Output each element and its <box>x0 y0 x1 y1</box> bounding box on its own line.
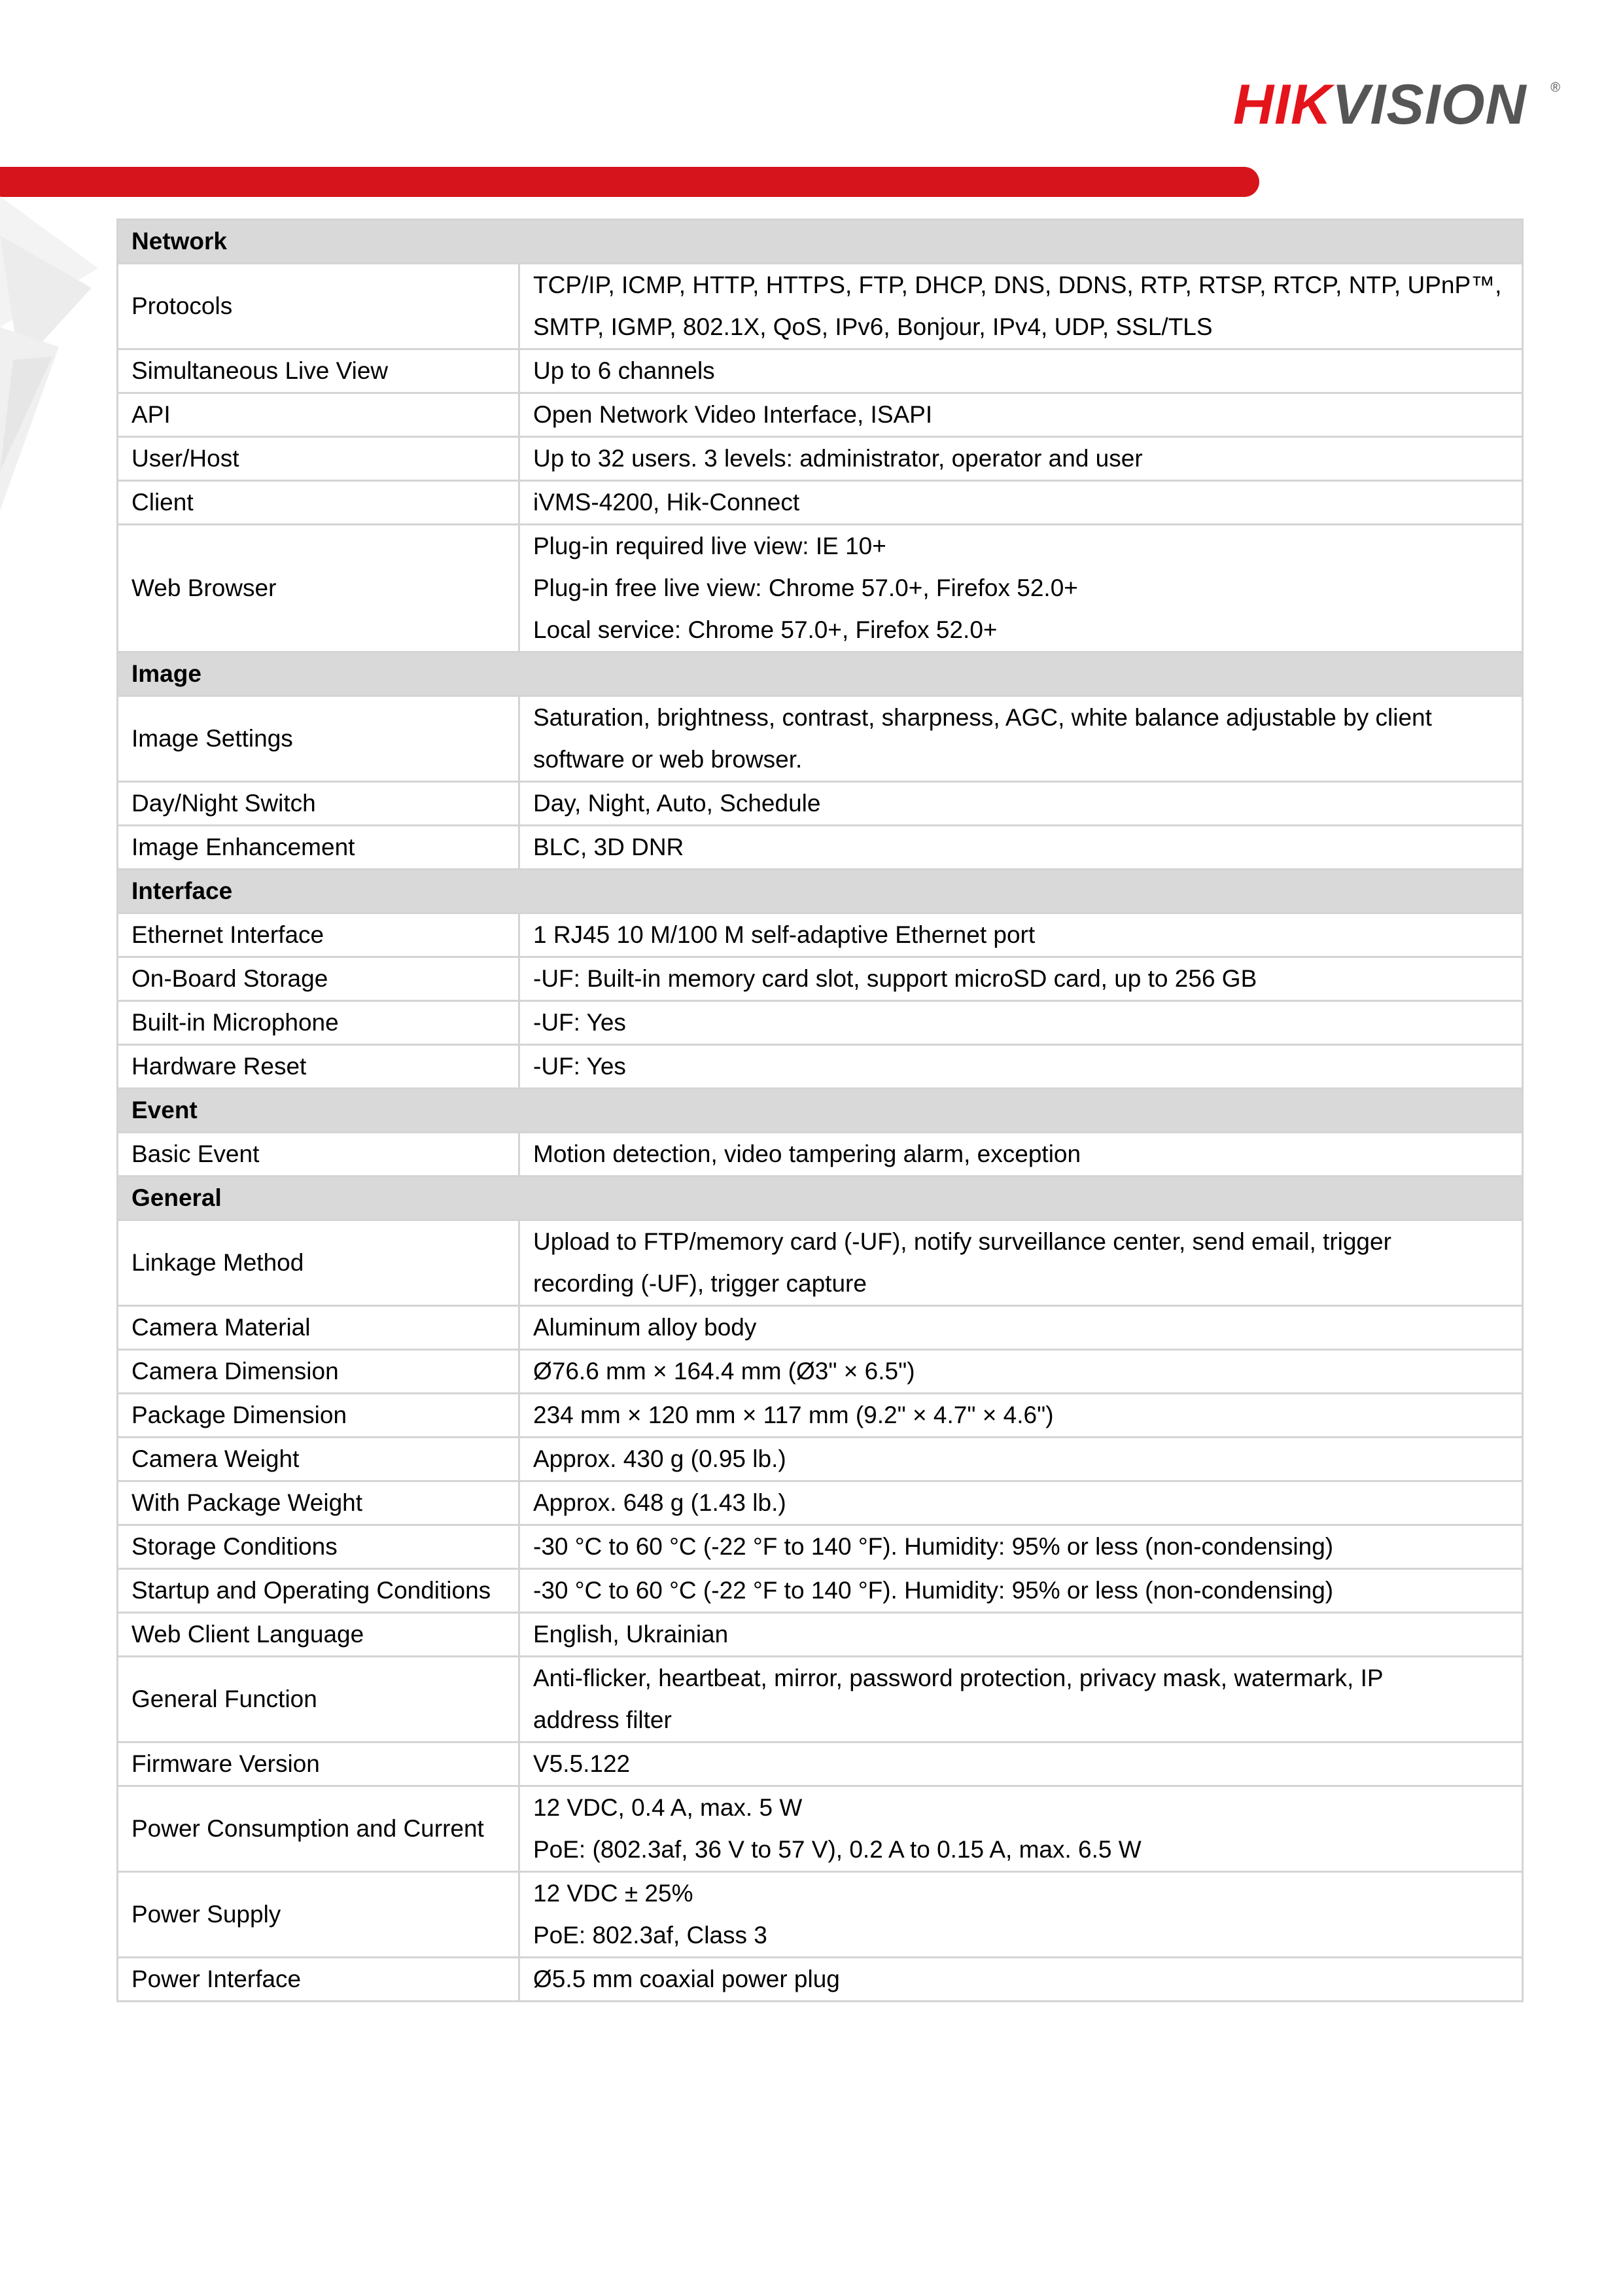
spec-row <box>118 826 1523 870</box>
spec-row <box>118 1220 1523 1306</box>
spec-label: With Package Weight <box>118 1481 519 1525</box>
section-header-fill <box>519 1089 1523 1133</box>
spec-value-line: SMTP, IGMP, 802.1X, QoS, IPv6, Bonjour, IPv4, UDP, SSL/TLS <box>533 313 1213 340</box>
spec-value <box>519 696 1523 782</box>
spec-value <box>519 1001 1523 1045</box>
spec-value <box>519 349 1523 393</box>
spec-value-line: PoE: (802.3af, 36 V to 57 V), 0.2 A to 0.15 A, max. 6.5 W <box>533 1836 1142 1863</box>
spec-value <box>519 1350 1523 1394</box>
spec-row <box>118 481 1523 525</box>
spec-label: Power Consumption and Current <box>118 1786 519 1872</box>
spec-row <box>118 264 1523 349</box>
section-title: Network <box>118 220 519 264</box>
spec-label: Linkage Method <box>118 1220 519 1306</box>
spec-value-line: software or web browser. <box>533 746 803 773</box>
spec-row <box>118 437 1523 481</box>
spec-value-line: address filter <box>533 1706 672 1733</box>
logo-text-primary: HIK <box>1233 73 1333 136</box>
spec-row <box>118 1350 1523 1394</box>
spec-value <box>519 1525 1523 1569</box>
spec-row <box>118 1133 1523 1176</box>
spec-value <box>519 1045 1523 1089</box>
section-header-fill <box>519 1176 1523 1220</box>
spec-row <box>118 1438 1523 1481</box>
spec-value-line: 1 RJ45 10 M/100 M self-adaptive Ethernet port <box>533 921 1036 948</box>
spec-label: Camera Material <box>118 1306 519 1350</box>
spec-value-line: -UF: Yes <box>533 1053 626 1080</box>
spec-value <box>519 1569 1523 1613</box>
section-header-network <box>118 220 1523 264</box>
spec-value-line: Approx. 430 g (0.95 lb.) <box>533 1445 786 1472</box>
spec-value-line: Up to 32 users. 3 levels: administrator, operator and user <box>533 445 1143 472</box>
spec-value-line: English, Ukrainian <box>533 1621 729 1648</box>
spec-value-line: Open Network Video Interface, ISAPI <box>533 401 933 428</box>
spec-value-line: Anti-flicker, heartbeat, mirror, password protection, privacy mask, watermark, IP <box>533 1665 1384 1691</box>
spec-value-line: V5.5.122 <box>533 1750 631 1777</box>
spec-label: Storage Conditions <box>118 1525 519 1569</box>
spec-label: Image Enhancement <box>118 826 519 870</box>
spec-label: Basic Event <box>118 1133 519 1176</box>
spec-value-line: Saturation, brightness, contrast, sharpness, AGC, white balance adjustable by client <box>533 704 1432 731</box>
spec-label: Simultaneous Live View <box>118 349 519 393</box>
header-accent-bar <box>0 167 1259 197</box>
spec-value <box>519 1872 1523 1958</box>
spec-row <box>118 1045 1523 1089</box>
section-header-fill <box>519 870 1523 913</box>
spec-value-line: Ø76.6 mm × 164.4 mm (Ø3" × 6.5") <box>533 1358 915 1385</box>
spec-value <box>519 1742 1523 1786</box>
spec-label: Built-in Microphone <box>118 1001 519 1045</box>
logo-text-secondary: VISION <box>1332 73 1527 136</box>
spec-row <box>118 1872 1523 1958</box>
section-title: Image <box>118 652 519 696</box>
spec-value-line: -30 °C to 60 °C (-22 °F to 140 °F). Humidity: 95% or less (non-condensing) <box>533 1533 1334 1560</box>
section-title: Event <box>118 1089 519 1133</box>
spec-label: Startup and Operating Conditions <box>118 1569 519 1613</box>
section-header-fill <box>519 220 1523 264</box>
specification-table <box>116 219 1524 2002</box>
spec-value-line: 12 VDC ± 25% <box>533 1880 693 1907</box>
spec-value <box>519 1958 1523 2002</box>
spec-value-line: recording (-UF), trigger capture <box>533 1270 867 1297</box>
spec-row <box>118 913 1523 957</box>
spec-value-line: -UF: Built-in memory card slot, support microSD card, up to 256 GB <box>533 965 1257 992</box>
spec-value <box>519 1306 1523 1350</box>
spec-row <box>118 1958 1523 2002</box>
spec-value-line: 234 mm × 120 mm × 117 mm (9.2" × 4.7" × 4.6") <box>533 1402 1054 1428</box>
spec-value <box>519 264 1523 349</box>
spec-row <box>118 1569 1523 1613</box>
spec-label: Power Supply <box>118 1872 519 1958</box>
spec-label: Web Browser <box>118 525 519 652</box>
spec-value-line: Day, Night, Auto, Schedule <box>533 790 821 817</box>
spec-label: API <box>118 393 519 437</box>
spec-row <box>118 349 1523 393</box>
spec-label: Camera Dimension <box>118 1350 519 1394</box>
section-header-event <box>118 1089 1523 1133</box>
spec-value <box>519 1220 1523 1306</box>
spec-value-line: Ø5.5 mm coaxial power plug <box>533 1966 840 1992</box>
spec-value <box>519 525 1523 652</box>
spec-value <box>519 437 1523 481</box>
spec-value <box>519 1481 1523 1525</box>
spec-label: Day/Night Switch <box>118 782 519 826</box>
section-header-interface <box>118 870 1523 913</box>
spec-label: Power Interface <box>118 1958 519 2002</box>
spec-value <box>519 1394 1523 1438</box>
spec-value-line: -UF: Yes <box>533 1009 626 1036</box>
spec-value-line: TCP/IP, ICMP, HTTP, HTTPS, FTP, DHCP, DNS, DDNS, RTP, RTSP, RTCP, NTP, UPnP™, <box>533 272 1502 298</box>
spec-value <box>519 957 1523 1001</box>
spec-value-line: Plug-in free live view: Chrome 57.0+, Firefox 52.0+ <box>533 574 1078 601</box>
section-header-general <box>118 1176 1523 1220</box>
spec-row <box>118 782 1523 826</box>
spec-row <box>118 1525 1523 1569</box>
spec-row <box>118 1742 1523 1786</box>
spec-value-line: PoE: 802.3af, Class 3 <box>533 1922 767 1949</box>
spec-value-line: Up to 6 channels <box>533 357 715 384</box>
spec-value-line: 12 VDC, 0.4 A, max. 5 W <box>533 1794 803 1821</box>
spec-label: Camera Weight <box>118 1438 519 1481</box>
spec-value <box>519 481 1523 525</box>
spec-row <box>118 1306 1523 1350</box>
spec-row <box>118 1613 1523 1657</box>
spec-label: User/Host <box>118 437 519 481</box>
registered-mark: ® <box>1550 80 1560 95</box>
spec-value <box>519 913 1523 957</box>
spec-label: Image Settings <box>118 696 519 782</box>
spec-label: On-Board Storage <box>118 957 519 1001</box>
spec-value <box>519 1613 1523 1657</box>
spec-value-line: BLC, 3D DNR <box>533 834 684 860</box>
spec-label: Firmware Version <box>118 1742 519 1786</box>
spec-value-line: iVMS-4200, Hik-Connect <box>533 489 800 516</box>
spec-value-line: Motion detection, video tampering alarm, exception <box>533 1140 1081 1167</box>
spec-value-line: Local service: Chrome 57.0+, Firefox 52.0+ <box>533 616 998 643</box>
spec-row <box>118 696 1523 782</box>
spec-value-line: Plug-in required live view: IE 10+ <box>533 533 886 559</box>
section-title: General <box>118 1176 519 1220</box>
section-title: Interface <box>118 870 519 913</box>
spec-value-line: Upload to FTP/memory card (-UF), notify surveillance center, send email, trigger <box>533 1228 1391 1255</box>
spec-row <box>118 957 1523 1001</box>
spec-value <box>519 1438 1523 1481</box>
spec-row <box>118 1001 1523 1045</box>
spec-row <box>118 1657 1523 1742</box>
section-header-fill <box>519 652 1523 696</box>
spec-label: Protocols <box>118 264 519 349</box>
section-header-image <box>118 652 1523 696</box>
spec-value <box>519 393 1523 437</box>
spec-row <box>118 525 1523 652</box>
spec-row <box>118 393 1523 437</box>
decorative-triangles <box>0 196 98 523</box>
spec-value <box>519 782 1523 826</box>
spec-row <box>118 1786 1523 1872</box>
spec-value <box>519 1786 1523 1872</box>
spec-label: General Function <box>118 1657 519 1742</box>
hikvision-logo <box>1233 69 1560 141</box>
spec-row <box>118 1394 1523 1438</box>
spec-value-line: Aluminum alloy body <box>533 1314 757 1341</box>
spec-value-line: Approx. 648 g (1.43 lb.) <box>533 1489 786 1516</box>
spec-label: Web Client Language <box>118 1613 519 1657</box>
spec-value-line: -30 °C to 60 °C (-22 °F to 140 °F). Humidity: 95% or less (non-condensing) <box>533 1577 1334 1604</box>
spec-row <box>118 1481 1523 1525</box>
spec-label: Hardware Reset <box>118 1045 519 1089</box>
spec-label: Client <box>118 481 519 525</box>
spec-label: Package Dimension <box>118 1394 519 1438</box>
spec-value <box>519 1657 1523 1742</box>
spec-value <box>519 826 1523 870</box>
spec-value <box>519 1133 1523 1176</box>
spec-label: Ethernet Interface <box>118 913 519 957</box>
